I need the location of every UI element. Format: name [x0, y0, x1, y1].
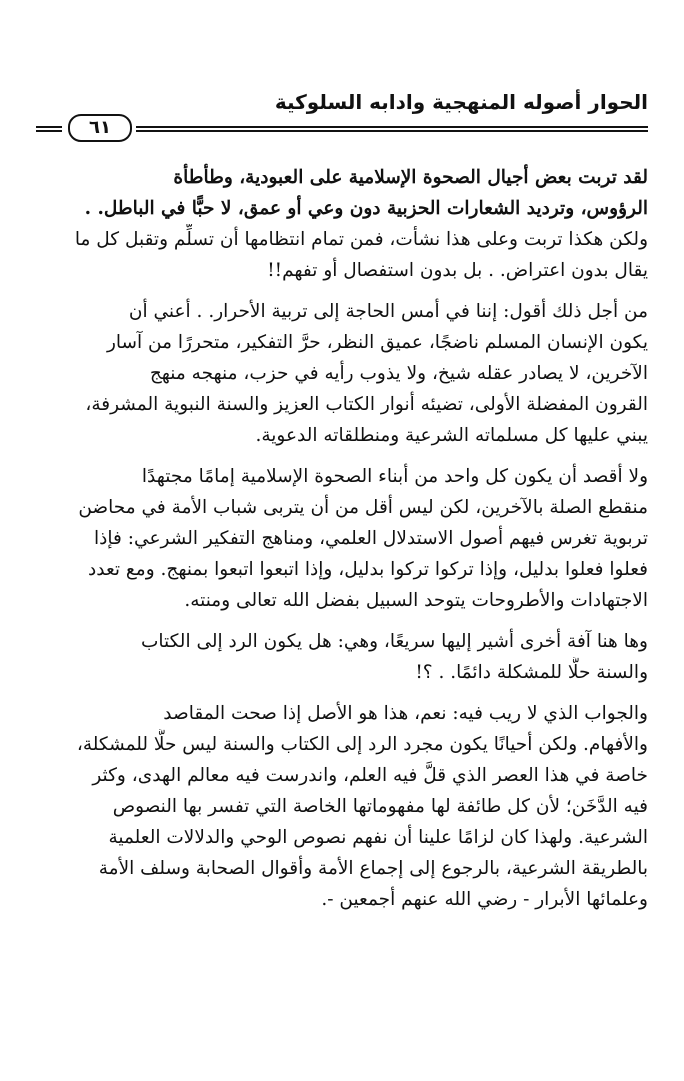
text-line: بالطريقة الشرعية، بالرجوع إلى إجماع الأمة وأقوال الصحابة وسلف الأمة: [98, 858, 648, 879]
text-line: والأفهام. ولكن أحيانًا يكون مجرد الرد إلى الكتاب والسنة ليس حلًّا للمشكلة،: [76, 734, 648, 755]
paragraph-gap: [36, 616, 648, 626]
text-line: منقطع الصلة بالآخرين، لكن ليس أقل من أن يتربى شباب الأمة في محاضن: [78, 497, 648, 518]
paragraph-gap: [36, 451, 648, 461]
text-line: خاصة في هذا العصر الذي قلَّ فيه العلم، واندرست فيه معالم الهدى، وكثر: [92, 765, 648, 786]
text-line: فعلوا فعلوا بدليل، وإذا تركوا تركوا بدليل، وإذا اتبعوا اتبعوا بمنهج. ومع تعدد: [88, 559, 648, 580]
text-line: والجواب الذي لا ريب فيه: نعم، هذا هو الأصل إذا صحت المقاصد: [163, 703, 648, 724]
text-line: لقد تربت بعض أجيال الصحوة الإسلامية على العبودية، وطأطأة: [173, 167, 648, 188]
paragraph-gap: [36, 286, 648, 296]
paragraph-gap: [36, 688, 648, 698]
text-line: تربوية تغرس فيهم أصول الاستدلال العلمي، ومناهج التفكير الشرعي: فإذا: [94, 528, 648, 549]
text-line: ولا أقصد أن يكون كل واحد من أبناء الصحوة الإسلامية إمامًا مجتهدًا: [141, 466, 648, 487]
text-line: الشرعية. ولهذا كان لزامًا علينا أن نفهم نصوص الوحي والدلالات العلمية: [108, 827, 648, 848]
page-number-row: [36, 114, 648, 140]
text-line: الرؤوس، وترديد الشعارات الحزبية دون وعي أو عمق، لا حبًّا في الباطل. .: [84, 198, 648, 219]
header-rule-end: [36, 126, 62, 132]
header-rule: [136, 126, 648, 132]
text-line: والسنة حلًّا للمشكلة دائمًا. . ؟!: [415, 662, 648, 683]
text-line: ولكن هكذا تربت وعلى هذا نشأت، فمن تمام انتظامها أن تسلِّم وتقبل كل ما: [74, 229, 648, 250]
text-line: فيه الدَّخَن؛ لأن كل طائفة لها مفهوماتها الخاصة التي تفسر بها النصوص: [112, 796, 648, 817]
text-line: وعلمائها الأبرار - رضي الله عنهم أجمعين -.: [321, 889, 648, 910]
text-line: يكون الإنسان المسلم ناضجًا، عميق النظر، حرَّ التفكير، متحررًا من آسار: [106, 332, 648, 353]
text-line: يبني عليها كل مسلماته الشرعية ومنطلقاته الدعوية.: [255, 425, 648, 446]
text-line: وها هنا آفة أخرى أشير إليها سريعًا، وهي: هل يكون الرد إلى الكتاب: [140, 631, 648, 652]
running-title: الحوار أصوله المنهجية وادابه السلوكية: [274, 90, 648, 114]
text-line: يقال بدون اعتراض. . بل بدون استفصال أو تفهم!!: [267, 260, 648, 281]
page-number: ٦١: [68, 114, 132, 142]
text-line: من أجل ذلك أقول: إننا في أمس الحاجة إلى تربية الأحرار. . أعني أن: [128, 301, 648, 322]
page-number-ornament: [36, 114, 136, 140]
text-line: القرون المفضلة الأولى، تضيئه أنوار الكتاب العزيز والسنة النبوية المشرفة،: [85, 394, 648, 415]
body-text: [36, 162, 648, 915]
text-line: الاجتهادات والأطروحات يتوحد السبيل بفضل الله تعالى ومنته.: [184, 590, 648, 611]
text-line: الآخرين، لا يصادر عقله شيخ، ولا يذوب رأيه في حزب، منهجه منهج: [149, 363, 648, 384]
